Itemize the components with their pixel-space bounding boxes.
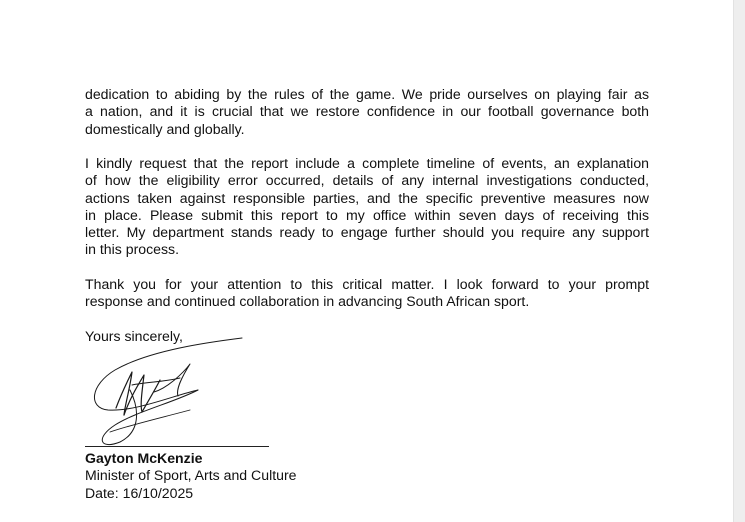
- paragraph-line: domestically and globally.: [85, 120, 245, 137]
- paragraph-line: a nation, and it is crucial that we restore confidence in our football governance both: [85, 103, 649, 120]
- body-paragraph-1: [85, 86, 649, 138]
- paragraph-line: in place. Please submit this report to my office within seven days of receiving this: [85, 206, 649, 223]
- paragraph-line: letter. My department stands ready to engage further should you require any support: [85, 224, 649, 241]
- body-paragraph-3: [85, 276, 649, 311]
- closing-salutation: Yours sincerely,: [85, 328, 183, 344]
- signatory-title: Minister of Sport, Arts and Culture: [85, 467, 297, 484]
- signatory-name: Gayton McKenzie: [85, 450, 203, 466]
- paragraph-line: Thank you for your attention to this critical matter. I look forward to your prompt: [85, 276, 649, 292]
- paragraph-line: actions taken against responsible parties, and the specific preventive measures now: [85, 189, 649, 206]
- paragraph-line: of how the eligibility error occurred, details of any internal investigations conducted,: [85, 172, 649, 189]
- viewer-scroll-gutter[interactable]: [733, 0, 745, 522]
- signature-line: [85, 446, 269, 447]
- signatory-block: [85, 450, 297, 502]
- handwritten-signature: [80, 330, 250, 455]
- paragraph-line: response and continued collaboration in advancing South African sport.: [85, 293, 530, 310]
- body-paragraph-2: [85, 155, 649, 259]
- paragraph-line: dedication to abiding by the rules of the game. We pride ourselves on playing fair as: [85, 86, 649, 102]
- paragraph-line: I kindly request that the report include a complete timeline of events, an explanation: [85, 155, 649, 171]
- paragraph-line: in this process.: [85, 241, 179, 258]
- letter-date: Date: 16/10/2025: [85, 484, 194, 501]
